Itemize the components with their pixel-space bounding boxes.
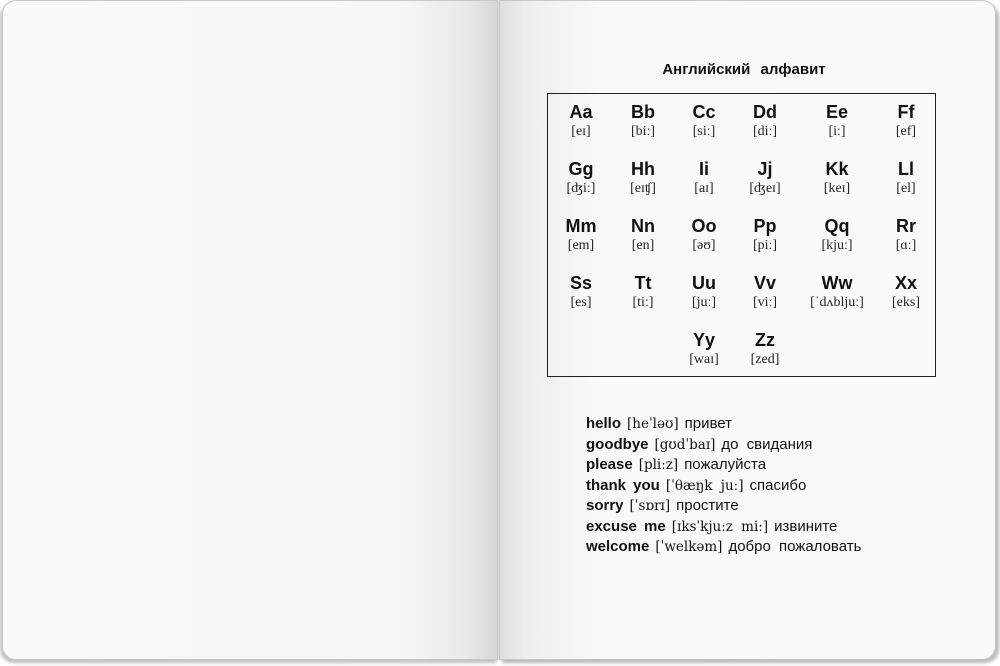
alphabet-transcription: [eɪ] [571,124,591,139]
alphabet-letter: Xx [894,273,918,293]
alphabet-transcription: [aɪ] [694,181,714,196]
phrase-english: please [586,456,633,473]
phrase-russian: пожалуйста [684,456,767,473]
alphabet-letter: Hh [631,159,655,179]
phrase-russian: до свидания [721,435,813,453]
alphabet-cell [866,216,946,255]
alphabet-letter: Uu [692,273,716,293]
alphabet-transcription: [ʤiː] [566,181,596,196]
alphabet-transcription: [piː] [752,238,778,253]
alphabet-transcription: [diː] [752,124,778,139]
phrase-row [586,537,986,558]
phrase-transcription: [ˈwelkəm] [655,539,723,555]
phrase-row [586,517,986,538]
alphabet-letter: Ii [698,159,709,179]
phrase-russian: добро пожаловать [728,538,862,555]
phrase-russian: привет [684,415,732,432]
alphabet-transcription: [ef] [895,124,917,139]
phrase-english: hello [586,415,622,432]
alphabet-cell [797,273,877,312]
alphabet-transcription: [əʊ] [692,238,716,253]
phrase-row [586,435,986,456]
phrase-russian: спасибо [749,476,807,494]
phrase-row [586,455,986,476]
phrase-russian: простите [676,497,739,514]
alphabet-transcription: [en] [631,238,655,253]
alphabet-cell [725,102,805,141]
alphabet-letter: Bb [631,102,655,122]
alphabet-letter: Oo [691,216,717,236]
phrase-english: sorry [586,497,624,514]
alphabet-letter: Zz [755,330,775,350]
alphabet-letter: Qq [824,216,850,236]
phrase-transcription: [gʊdˈbaɪ] [654,436,716,453]
alphabet-transcription: [siː] [692,124,716,139]
alphabet-letter: Kk [825,159,849,179]
alphabet-transcription: [zed] [750,352,780,367]
alphabet-letter: Ff [897,102,915,122]
phrase-transcription: [ˈsɒrɪ] [629,498,671,514]
phrase-english: excuse me [586,517,666,535]
alphabet-letter: Ll [898,159,914,179]
alphabet-table [547,93,936,377]
alphabet-letter: Ww [821,273,853,293]
alphabet-letter: Tt [634,273,652,293]
alphabet-transcription: [ɑː] [895,238,917,253]
alphabet-letter: Rr [895,216,916,236]
alphabet-cell [797,216,877,255]
alphabet-cell [725,159,805,198]
alphabet-letter: Pp [753,216,777,236]
alphabet-letter: Vv [753,273,777,293]
alphabet-cell [725,216,805,255]
alphabet-cell [866,102,946,141]
alphabet-transcription: [tiː] [632,295,654,310]
alphabet-letter: Gg [568,159,594,179]
phrase-row [586,414,986,435]
phrase-english: thank you [586,476,660,494]
alphabet-letter: Mm [565,216,597,236]
alphabet-transcription: [eɪʧ] [630,181,656,196]
alphabet-cell [797,102,877,141]
alphabet-letter: Ss [569,273,593,293]
alphabet-cell [725,330,805,369]
alphabet-letter: Cc [692,102,716,122]
alphabet-transcription: [kjuː] [821,238,853,253]
phrase-english: welcome [586,538,650,555]
alphabet-transcription: [el] [896,181,916,196]
phrase-russian: извините [774,517,838,535]
left-page [2,0,499,660]
alphabet-cell [797,159,877,198]
alphabet-cell [725,273,805,312]
alphabet-title: Английский алфавит [662,61,826,78]
alphabet-transcription: [iː] [828,124,846,139]
phrase-row [586,476,986,497]
alphabet-transcription: [waɪ] [689,352,719,367]
phrase-english: goodbye [586,435,649,453]
alphabet-transcription: [biː] [630,124,656,139]
alphabet-letter: Nn [631,216,655,236]
alphabet-transcription: [em] [567,238,595,253]
alphabet-cell [866,273,946,312]
alphabet-transcription: [ˈdʌbljuː] [810,295,864,310]
phrase-transcription: [ˈθæŋk juː] [665,477,744,494]
alphabet-transcription: [ʤeɪ] [749,181,781,196]
phrase-transcription: [ɪksˈkjuːz miː] [671,518,769,535]
alphabet-cell [866,159,946,198]
alphabet-letter: Dd [753,102,777,122]
phrase-transcription: [heˈləʊ] [627,416,679,432]
alphabet-letter: Jj [757,159,773,179]
alphabet-transcription: [viː] [752,295,778,310]
alphabet-letter: Yy [692,330,716,350]
phrase-row [586,496,986,517]
phrase-transcription: [pliːz] [638,457,679,473]
alphabet-letter: Ee [825,102,849,122]
alphabet-letter: Aa [569,102,593,122]
alphabet-transcription: [eks] [892,295,920,310]
alphabet-transcription: [es] [570,295,592,310]
alphabet-transcription: [keɪ] [823,181,851,196]
phrase-list [586,414,986,558]
alphabet-transcription: [juː] [691,295,717,310]
